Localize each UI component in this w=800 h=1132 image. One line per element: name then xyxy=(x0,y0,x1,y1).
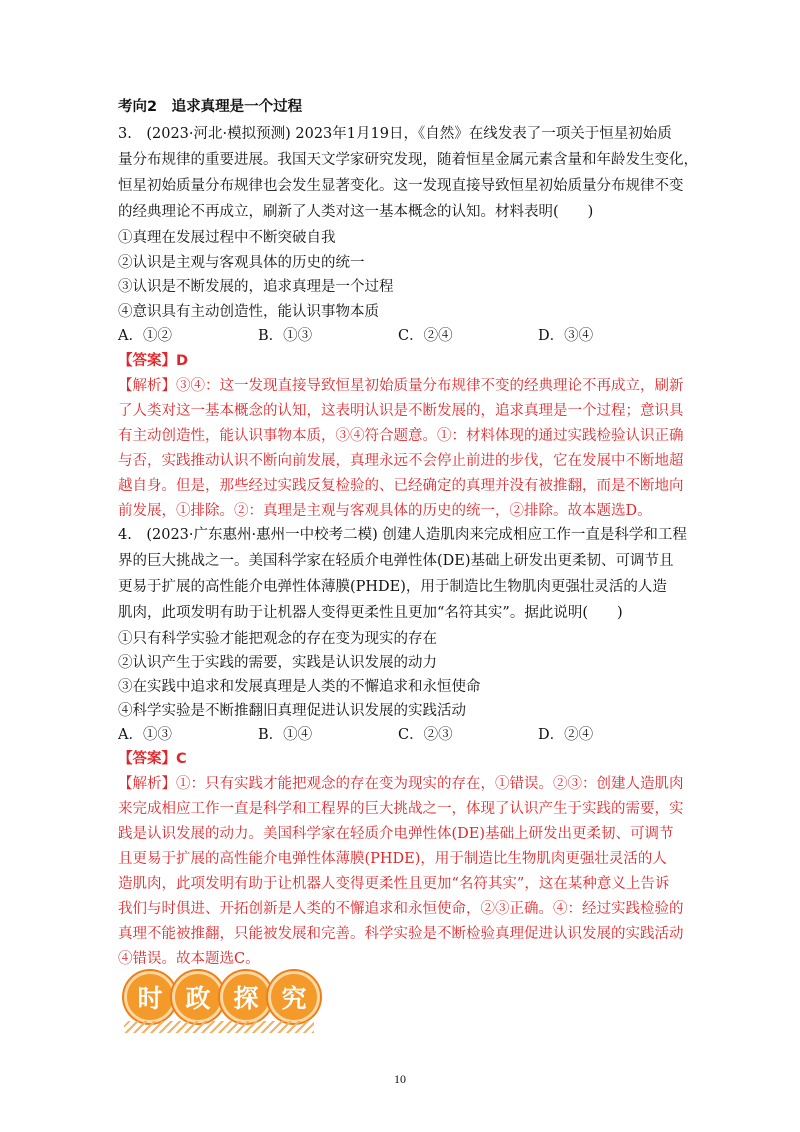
q3-stem-line: 的经典理论不再成立，刷新了人类对这一基本概念的认知。材料表明( ) xyxy=(118,204,594,220)
q4-item: ②认识产生于实践的需要，实践是认识发展的动力 xyxy=(118,655,437,671)
q3-option-a: A．①② xyxy=(118,328,172,344)
q3-analysis-line: 越自身。但是，那些经过实践反复检验的、已经确定的真理并没有被推翻，而是不断地向 xyxy=(118,478,684,494)
q4-analysis-line: 来完成相应工作一直是科学和工程界的巨大挑战之一，体现了认识产生于实践的需要，实 xyxy=(118,801,684,817)
q4-analysis-line: 真理不能被推翻，只能被发展和完善。科学实验是不断检验真理促进认识发展的实践活动 xyxy=(118,926,684,942)
badge-char: 究 xyxy=(268,971,320,1023)
q4-stem-line: 4. (2023·广东惠州·惠州一中校考二模) 创建人造肌肉来完成相应工作一直是科学和工程 xyxy=(118,527,687,543)
q4-item: ③在实践中追求和发展真理是人类的不懈追求和永恒使命 xyxy=(118,679,481,695)
q3-item: ③认识是不断发展的，追求真理是一个过程 xyxy=(118,279,394,295)
q3-option-c: C．②④ xyxy=(398,328,453,344)
q4-analysis-line: 造肌肉，此项发明有助于让机器人变得更柔性且更加“名符其实”，这在某种意义上告诉 xyxy=(118,876,670,892)
q3-answer: 【答案】D xyxy=(118,353,189,369)
q3-analysis-line: 了人类对这一基本概念的认知，这表明认识是不断发展的，追求真理是一个过程；意识具 xyxy=(118,403,684,419)
badge-char: 时 xyxy=(124,971,176,1023)
q3-analysis-line: 前发展，①排除。②：真理是主观与客观具体的历史的统一，②排除。故本题选D。 xyxy=(118,503,652,519)
q4-item: ④科学实验是不断推翻旧真理促进认识发展的实践活动 xyxy=(118,703,466,719)
q3-stem-line: 量分布规律的重要进展。我国天文学家研究发现，随着恒星金属元素含量和年龄发生变化， xyxy=(118,152,698,168)
q3-analysis-line: 与否，实践推动认识不断向前发展，真理永远不会停止前进的步伐，它在发展中不断地超 xyxy=(118,453,684,469)
q3-stem-line: 3. (2023·河北·模拟预测) 2023年1月19日，《自然》在线发表了一项关于恒星初始质 xyxy=(118,126,672,142)
q4-option-c: C．②③ xyxy=(398,727,453,743)
q3-item: ①真理在发展过程中不断突破自我 xyxy=(118,230,336,246)
q4-analysis-line: 践是认识发展的动力。美国科学家在轻质介电弹性体(DE)基础上研发出更柔韧、可调节 xyxy=(118,826,674,842)
q3-analysis-line: 有主动创造性，能认识事物本质，③④符合题意。①：材料体现的通过实践检验认识正确 xyxy=(118,428,684,444)
q4-answer: 【答案】C xyxy=(118,751,187,767)
page-number: 10 xyxy=(394,1072,406,1086)
badge-char: 政 xyxy=(172,971,224,1023)
badge-stripes xyxy=(124,1021,314,1033)
current-affairs-badge xyxy=(120,965,320,1033)
q4-analysis-line: 且更易于扩展的高性能介电弹性体薄膜(PHDE)，用于制造比生物肌肉更强壮灵活的人 xyxy=(118,851,667,867)
q4-option-d: D．②④ xyxy=(538,727,594,743)
q4-analysis-line: ④错误。故本题选C。 xyxy=(118,951,260,967)
q3-item: ④意识具有主动创造性，能认识事物本质 xyxy=(118,304,379,320)
q4-stem-line: 界的巨大挑战之一。美国科学家在轻质介电弹性体(DE)基础上研发出更柔韧、可调节且 xyxy=(118,553,674,569)
q4-option-a: A．①③ xyxy=(118,727,172,743)
badge-char: 探 xyxy=(220,971,272,1023)
q4-stem-line: 更易于扩展的高性能介电弹性体薄膜(PHDE)，用于制造比生物肌肉更强壮灵活的人造 xyxy=(118,579,667,595)
q4-item: ①只有科学实验才能把观念的存在变为现实的存在 xyxy=(118,631,437,647)
q3-stem-line: 恒星初始质量分布规律也会发生显著变化。这一发现直接导致恒星初始质量分布规律不变 xyxy=(118,178,684,194)
q3-analysis-line: 【解析】③④：这一发现直接导致恒星初始质量分布规律不变的经典理论不再成立，刷新 xyxy=(118,378,684,394)
q4-analysis-line: 【解析】①：只有实践才能把观念的存在变为现实的存在，①错误。②③：创建人造肌肉 xyxy=(118,776,684,792)
q4-stem-line: 肌肉，此项发明有助于让机器人变得更柔性且更加“名符其实”。据此说明( ) xyxy=(118,605,623,621)
q3-item: ②认识是主观与客观具体的历史的统一 xyxy=(118,255,365,271)
q3-option-d: D．③④ xyxy=(538,328,594,344)
section-heading: 考向2 追求真理是一个过程 xyxy=(118,99,303,115)
q4-option-b: B．①④ xyxy=(258,727,313,743)
q4-analysis-line: 我们与时俱进、开拓创新是人类的不懈追求和永恒使命，②③正确。④：经过实践检验的 xyxy=(118,901,684,917)
q3-option-b: B．①③ xyxy=(258,328,313,344)
